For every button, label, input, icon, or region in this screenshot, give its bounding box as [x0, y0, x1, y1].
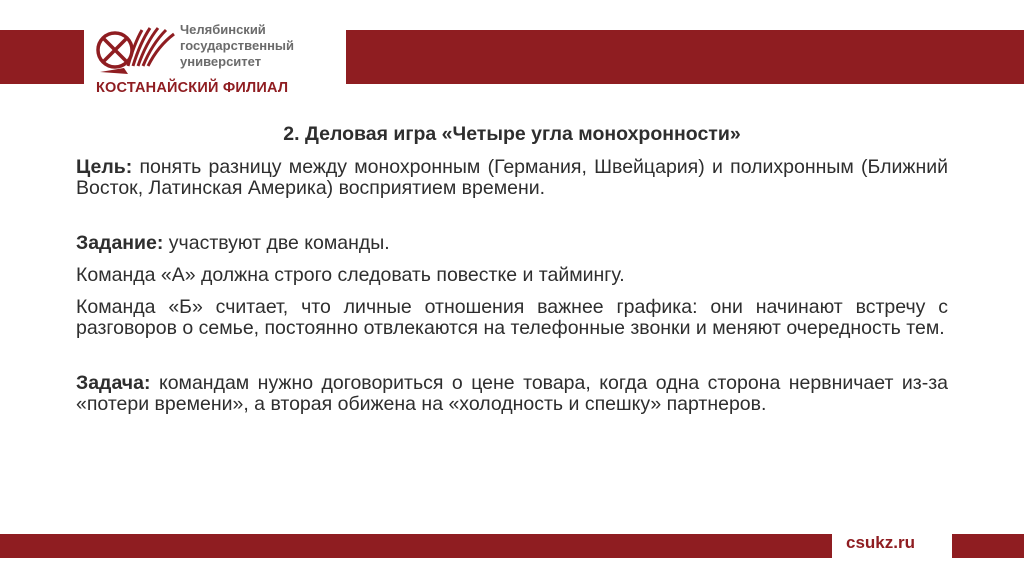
team-a-paragraph: Команда «А» должна строго следовать повестке и таймингу. [76, 264, 625, 286]
slide-title: 2. Деловая игра «Четыре угла монохронности» [283, 123, 741, 145]
university-name [180, 22, 294, 70]
team-b-paragraph: Команда «Б» считает, что личные отношения важнее графика: они начинают встречу с разговоров о семье, постоянно отвлекаются на телефонные звонки и меняют очередность тем. [76, 296, 948, 339]
university-name-line-1: Челябинский [180, 22, 266, 37]
header-band-left [0, 30, 84, 84]
footer-band [0, 534, 832, 558]
footer-band-right [952, 534, 1024, 558]
assignment-paragraph [76, 233, 948, 254]
university-name-line-2: государственный [180, 38, 295, 53]
header-band-right [346, 30, 1024, 84]
task-label: Задача: [76, 372, 151, 394]
goal-text: понять разницу между монохронным (Германия, Швейцария) и полихронным (Ближний Восток, Латинская Америка) восприятием времени. [76, 156, 948, 199]
goal-label: Цель: [76, 156, 133, 178]
task-paragraph [76, 373, 948, 415]
university-name-line-3: университет [180, 54, 262, 69]
footer-site-link[interactable]: csukz.ru [846, 533, 915, 552]
goal-paragraph [76, 157, 948, 199]
branch-name: КОСТАНАЙСКИЙ ФИЛИАЛ [96, 80, 289, 96]
assignment-label: Задание: [76, 232, 164, 254]
task-text: командам нужно договориться о цене товара, когда одна сторона нервничает из-за «потери времени», а вторая обижена на «холодность и спешку» партнеров. [76, 372, 948, 415]
assignment-text: участвуют две команды. [163, 232, 390, 254]
header [0, 0, 1024, 112]
university-emblem-icon [94, 18, 180, 80]
slide-content [76, 124, 948, 415]
